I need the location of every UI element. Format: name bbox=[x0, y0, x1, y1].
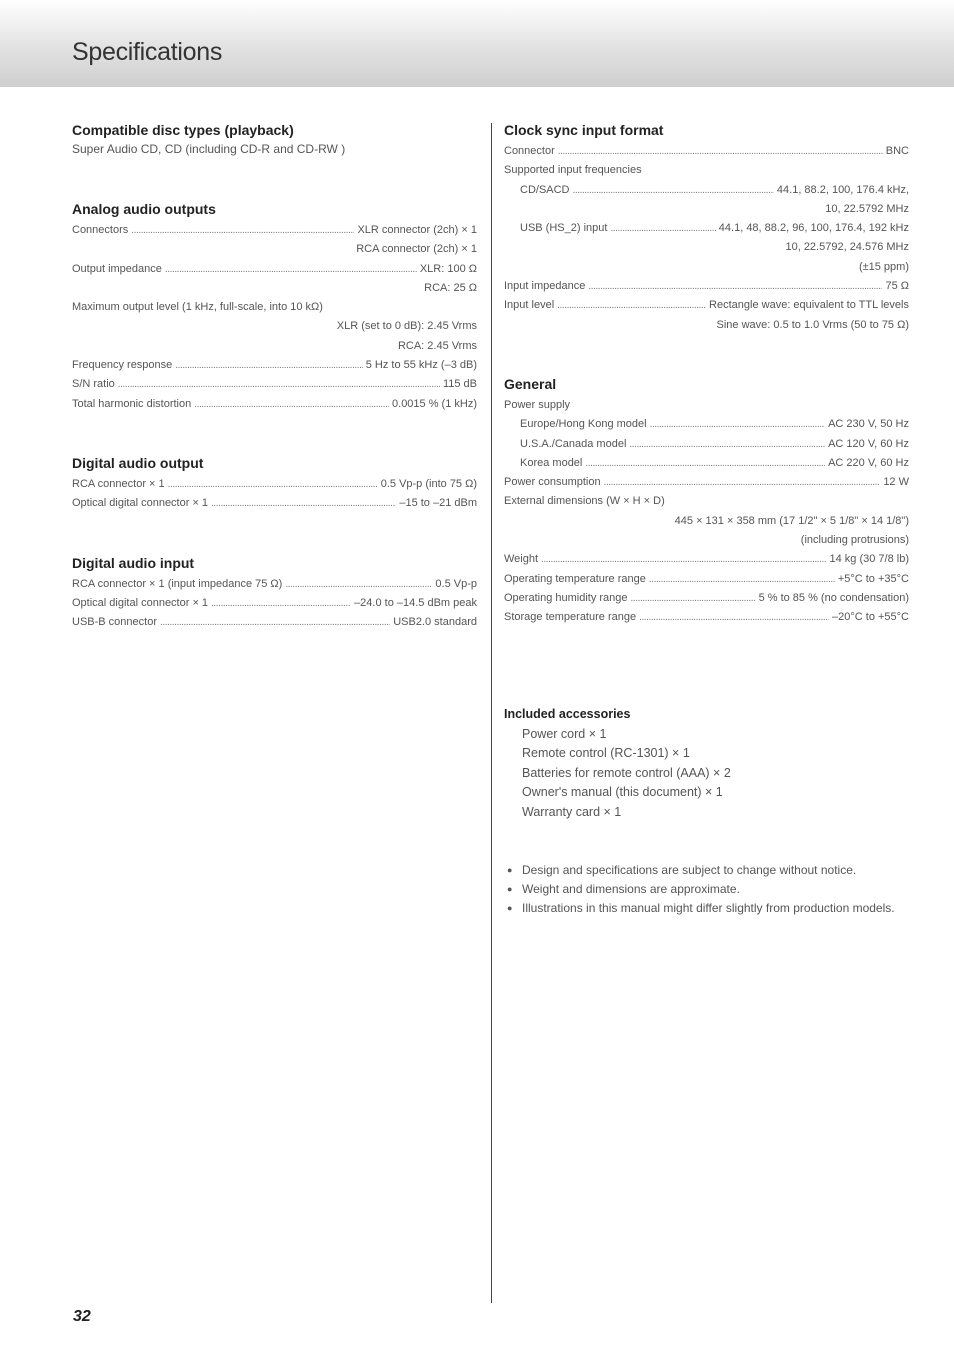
spec-label: Operating humidity range bbox=[504, 591, 628, 604]
spec-value: XLR: 100 Ω bbox=[419, 262, 477, 275]
spec-row-output-impedance bbox=[72, 260, 477, 279]
spec-row-input-impedance bbox=[504, 277, 909, 296]
spec-label: External dimensions (W × H × D) bbox=[504, 495, 665, 508]
leader-dots bbox=[585, 454, 825, 473]
spec-row-rca-in bbox=[72, 575, 477, 594]
spec-label: Korea model bbox=[520, 456, 583, 469]
accessory-item: Remote control (RC-1301) × 1 bbox=[522, 746, 690, 761]
spec-value: RCA connector (2ch) × 1 bbox=[356, 243, 477, 256]
spec-value: +5°C to +35°C bbox=[837, 572, 909, 585]
section-heading: General bbox=[504, 375, 557, 392]
spec-label: USB-B connector bbox=[72, 616, 157, 629]
spec-value: –24.0 to –14.5 dBm peak bbox=[354, 596, 477, 609]
spec-label: USB (HS_2) input bbox=[520, 222, 608, 235]
spec-value: RCA: 25 Ω bbox=[424, 281, 477, 294]
spec-row-operating-humidity bbox=[504, 589, 909, 608]
spec-value: 0.0015 % (1 kHz) bbox=[392, 397, 477, 410]
accessory-item: Warranty card × 1 bbox=[522, 804, 622, 819]
notes-list bbox=[504, 861, 909, 918]
leader-dots bbox=[629, 435, 825, 454]
column-divider bbox=[491, 123, 492, 1303]
leader-dots bbox=[573, 181, 774, 200]
spec-value: 14 kg (30 7/8 lb) bbox=[829, 553, 909, 566]
spec-row-storage-temp bbox=[504, 608, 909, 627]
spec-label: Total harmonic distortion bbox=[72, 397, 192, 410]
spec-value: RCA: 2.45 Vrms bbox=[397, 339, 477, 352]
leader-dots bbox=[211, 494, 396, 513]
spec-label: U.S.A./Canada model bbox=[520, 437, 627, 450]
spec-label: Connectors bbox=[72, 224, 129, 236]
spec-row-power-kr bbox=[504, 454, 909, 473]
note-text: Design and specifications are subject to change without notice. bbox=[522, 863, 857, 878]
spec-value: AC 220 V, 60 Hz bbox=[828, 456, 909, 469]
spec-value: 12 W bbox=[883, 476, 909, 489]
spec-row-frequency-response bbox=[72, 356, 477, 375]
spec-label: Operating temperature range bbox=[504, 572, 646, 585]
section-heading: Analog audio outputs bbox=[72, 201, 216, 217]
spec-label: Optical digital connector × 1 bbox=[72, 596, 209, 609]
spec-row-usb-in bbox=[72, 613, 477, 632]
spec-value: XLR (set to 0 dB): 2.45 Vrms bbox=[336, 320, 477, 333]
spec-row-optical-in bbox=[72, 594, 477, 613]
section-heading: Digital audio output bbox=[72, 454, 204, 471]
spec-value: 10, 22.5792, 24.576 MHz bbox=[785, 241, 909, 254]
spec-value: Sine wave: 0.5 to 1.0 Vrms (50 to 75 Ω) bbox=[716, 318, 909, 331]
spec-label: Supported input frequencies bbox=[504, 164, 642, 177]
page-header bbox=[0, 0, 954, 87]
leader-dots bbox=[558, 142, 883, 161]
spec-label: RCA connector × 1 bbox=[72, 477, 165, 490]
leader-dots bbox=[649, 570, 835, 589]
spec-value: 44.1, 48, 88.2, 96, 100, 176.4, 192 kHz bbox=[718, 222, 909, 235]
leader-dots bbox=[650, 415, 825, 434]
spec-label: Weight bbox=[504, 553, 539, 566]
leader-dots bbox=[160, 613, 390, 632]
leader-dots bbox=[131, 221, 354, 240]
section-digital-input bbox=[72, 554, 477, 633]
section-heading: Compatible disc types (playback) bbox=[72, 122, 294, 138]
spec-label: Frequency response bbox=[72, 359, 173, 372]
leader-dots bbox=[604, 473, 881, 492]
spec-label: Optical digital connector × 1 bbox=[72, 497, 209, 510]
leader-dots bbox=[639, 608, 829, 627]
spec-label: Europe/Hong Kong model bbox=[520, 418, 647, 431]
spec-value: AC 230 V, 50 Hz bbox=[828, 418, 909, 431]
spec-row-operating-temp bbox=[504, 570, 909, 589]
spec-label: Storage temperature range bbox=[504, 611, 637, 624]
right-column bbox=[504, 121, 909, 918]
spec-value: 445 × 131 × 358 mm (17 1/2" × 5 1/8" × 14 1/8") bbox=[674, 514, 909, 527]
spec-row-usb-hs2 bbox=[504, 219, 909, 238]
spec-value: (±15 ppm) bbox=[858, 260, 909, 273]
spec-row-power-eu bbox=[504, 415, 909, 434]
spec-value: 10, 22.5792 MHz bbox=[825, 202, 909, 215]
spec-label: Input impedance bbox=[504, 280, 586, 293]
accessory-item: Batteries for remote control (AAA) × 2 bbox=[522, 765, 731, 780]
spec-label: Maximum output level (1 kHz, full-scale, into 10 kΩ) bbox=[72, 301, 323, 314]
section-analog-outputs bbox=[72, 200, 477, 414]
spec-row-rca-out bbox=[72, 475, 477, 494]
spec-value: AC 120 V, 60 Hz bbox=[828, 437, 909, 450]
section-heading: Included accessories bbox=[504, 706, 631, 721]
disc-types-text: Super Audio CD, CD (including CD-R and CD-RW ) bbox=[72, 142, 346, 156]
bullet-icon: ● bbox=[507, 884, 513, 895]
spec-value: USB2.0 standard bbox=[393, 616, 477, 629]
section-disc-types bbox=[72, 121, 477, 158]
note-item bbox=[504, 861, 909, 880]
section-clock-sync bbox=[504, 121, 909, 335]
spec-row-weight bbox=[504, 550, 909, 569]
spec-label: Output impedance bbox=[72, 262, 162, 275]
spec-row-power-consumption bbox=[504, 473, 909, 492]
spec-label: Input level bbox=[504, 299, 555, 312]
bullet-icon: ● bbox=[507, 865, 513, 876]
leader-dots bbox=[588, 277, 882, 296]
leader-dots bbox=[631, 589, 756, 608]
leader-dots bbox=[118, 375, 440, 394]
section-digital-output bbox=[72, 454, 477, 514]
spec-row-sn-ratio bbox=[72, 375, 477, 394]
leader-dots bbox=[168, 475, 378, 494]
spec-value: 44.1, 88.2, 100, 176.4 kHz, bbox=[776, 183, 909, 196]
spec-row-optical-out bbox=[72, 494, 477, 513]
note-text: Weight and dimensions are approximate. bbox=[522, 882, 740, 897]
spec-row-cd-sacd bbox=[504, 181, 909, 200]
leader-dots bbox=[285, 575, 432, 594]
spec-value: –15 to –21 dBm bbox=[399, 497, 477, 510]
spec-label: CD/SACD bbox=[520, 183, 570, 196]
spec-row-connectors bbox=[72, 221, 477, 240]
bullet-icon: ● bbox=[507, 903, 513, 914]
accessory-item: Owner's manual (this document) × 1 bbox=[522, 785, 723, 800]
spec-label: S/N ratio bbox=[72, 378, 115, 391]
spec-value: –20°C to +55°C bbox=[832, 611, 909, 624]
accessory-item: Power cord × 1 bbox=[522, 726, 607, 741]
section-included-accessories bbox=[504, 706, 909, 823]
spec-value: 5 % to 85 % (no condensation) bbox=[758, 591, 909, 604]
spec-row-thd bbox=[72, 395, 477, 414]
leader-dots bbox=[194, 395, 389, 414]
spec-label: Connector bbox=[504, 145, 555, 157]
spec-row-power-us bbox=[504, 435, 909, 454]
leader-dots bbox=[211, 594, 351, 613]
leader-dots bbox=[175, 356, 362, 375]
section-heading: Digital audio input bbox=[72, 554, 195, 571]
note-item bbox=[504, 899, 909, 918]
spec-row-clock-connector bbox=[504, 142, 909, 161]
leader-dots bbox=[541, 550, 826, 569]
leader-dots bbox=[610, 219, 715, 238]
spec-row-input-level bbox=[504, 296, 909, 315]
spec-value: (including protrusions) bbox=[800, 534, 909, 547]
page-title: Specifications bbox=[72, 38, 223, 66]
spec-value: 5 Hz to 55 kHz (–3 dB) bbox=[365, 359, 477, 372]
spec-label: Power consumption bbox=[504, 476, 601, 489]
spec-value: BNC bbox=[885, 145, 909, 157]
page-number: 32 bbox=[73, 1308, 91, 1325]
spec-value: XLR connector (2ch) × 1 bbox=[357, 224, 477, 236]
leader-dots bbox=[557, 296, 706, 315]
left-column bbox=[72, 121, 477, 632]
spec-value: 115 dB bbox=[442, 378, 477, 391]
note-item bbox=[504, 880, 909, 899]
note-text: Illustrations in this manual might differ slightly from production models. bbox=[522, 901, 895, 916]
section-heading: Clock sync input format bbox=[504, 122, 664, 138]
spec-value: Rectangle wave: equivalent to TTL levels bbox=[709, 299, 909, 312]
spec-label: RCA connector × 1 (input impedance 75 Ω) bbox=[72, 577, 283, 590]
spec-value: 75 Ω bbox=[885, 280, 909, 293]
section-general bbox=[504, 375, 909, 628]
spec-value: 0.5 Vp-p bbox=[435, 577, 477, 590]
spec-label: Power supply bbox=[504, 398, 571, 411]
spec-value: 0.5 Vp-p (into 75 Ω) bbox=[380, 477, 477, 490]
leader-dots bbox=[165, 260, 417, 279]
